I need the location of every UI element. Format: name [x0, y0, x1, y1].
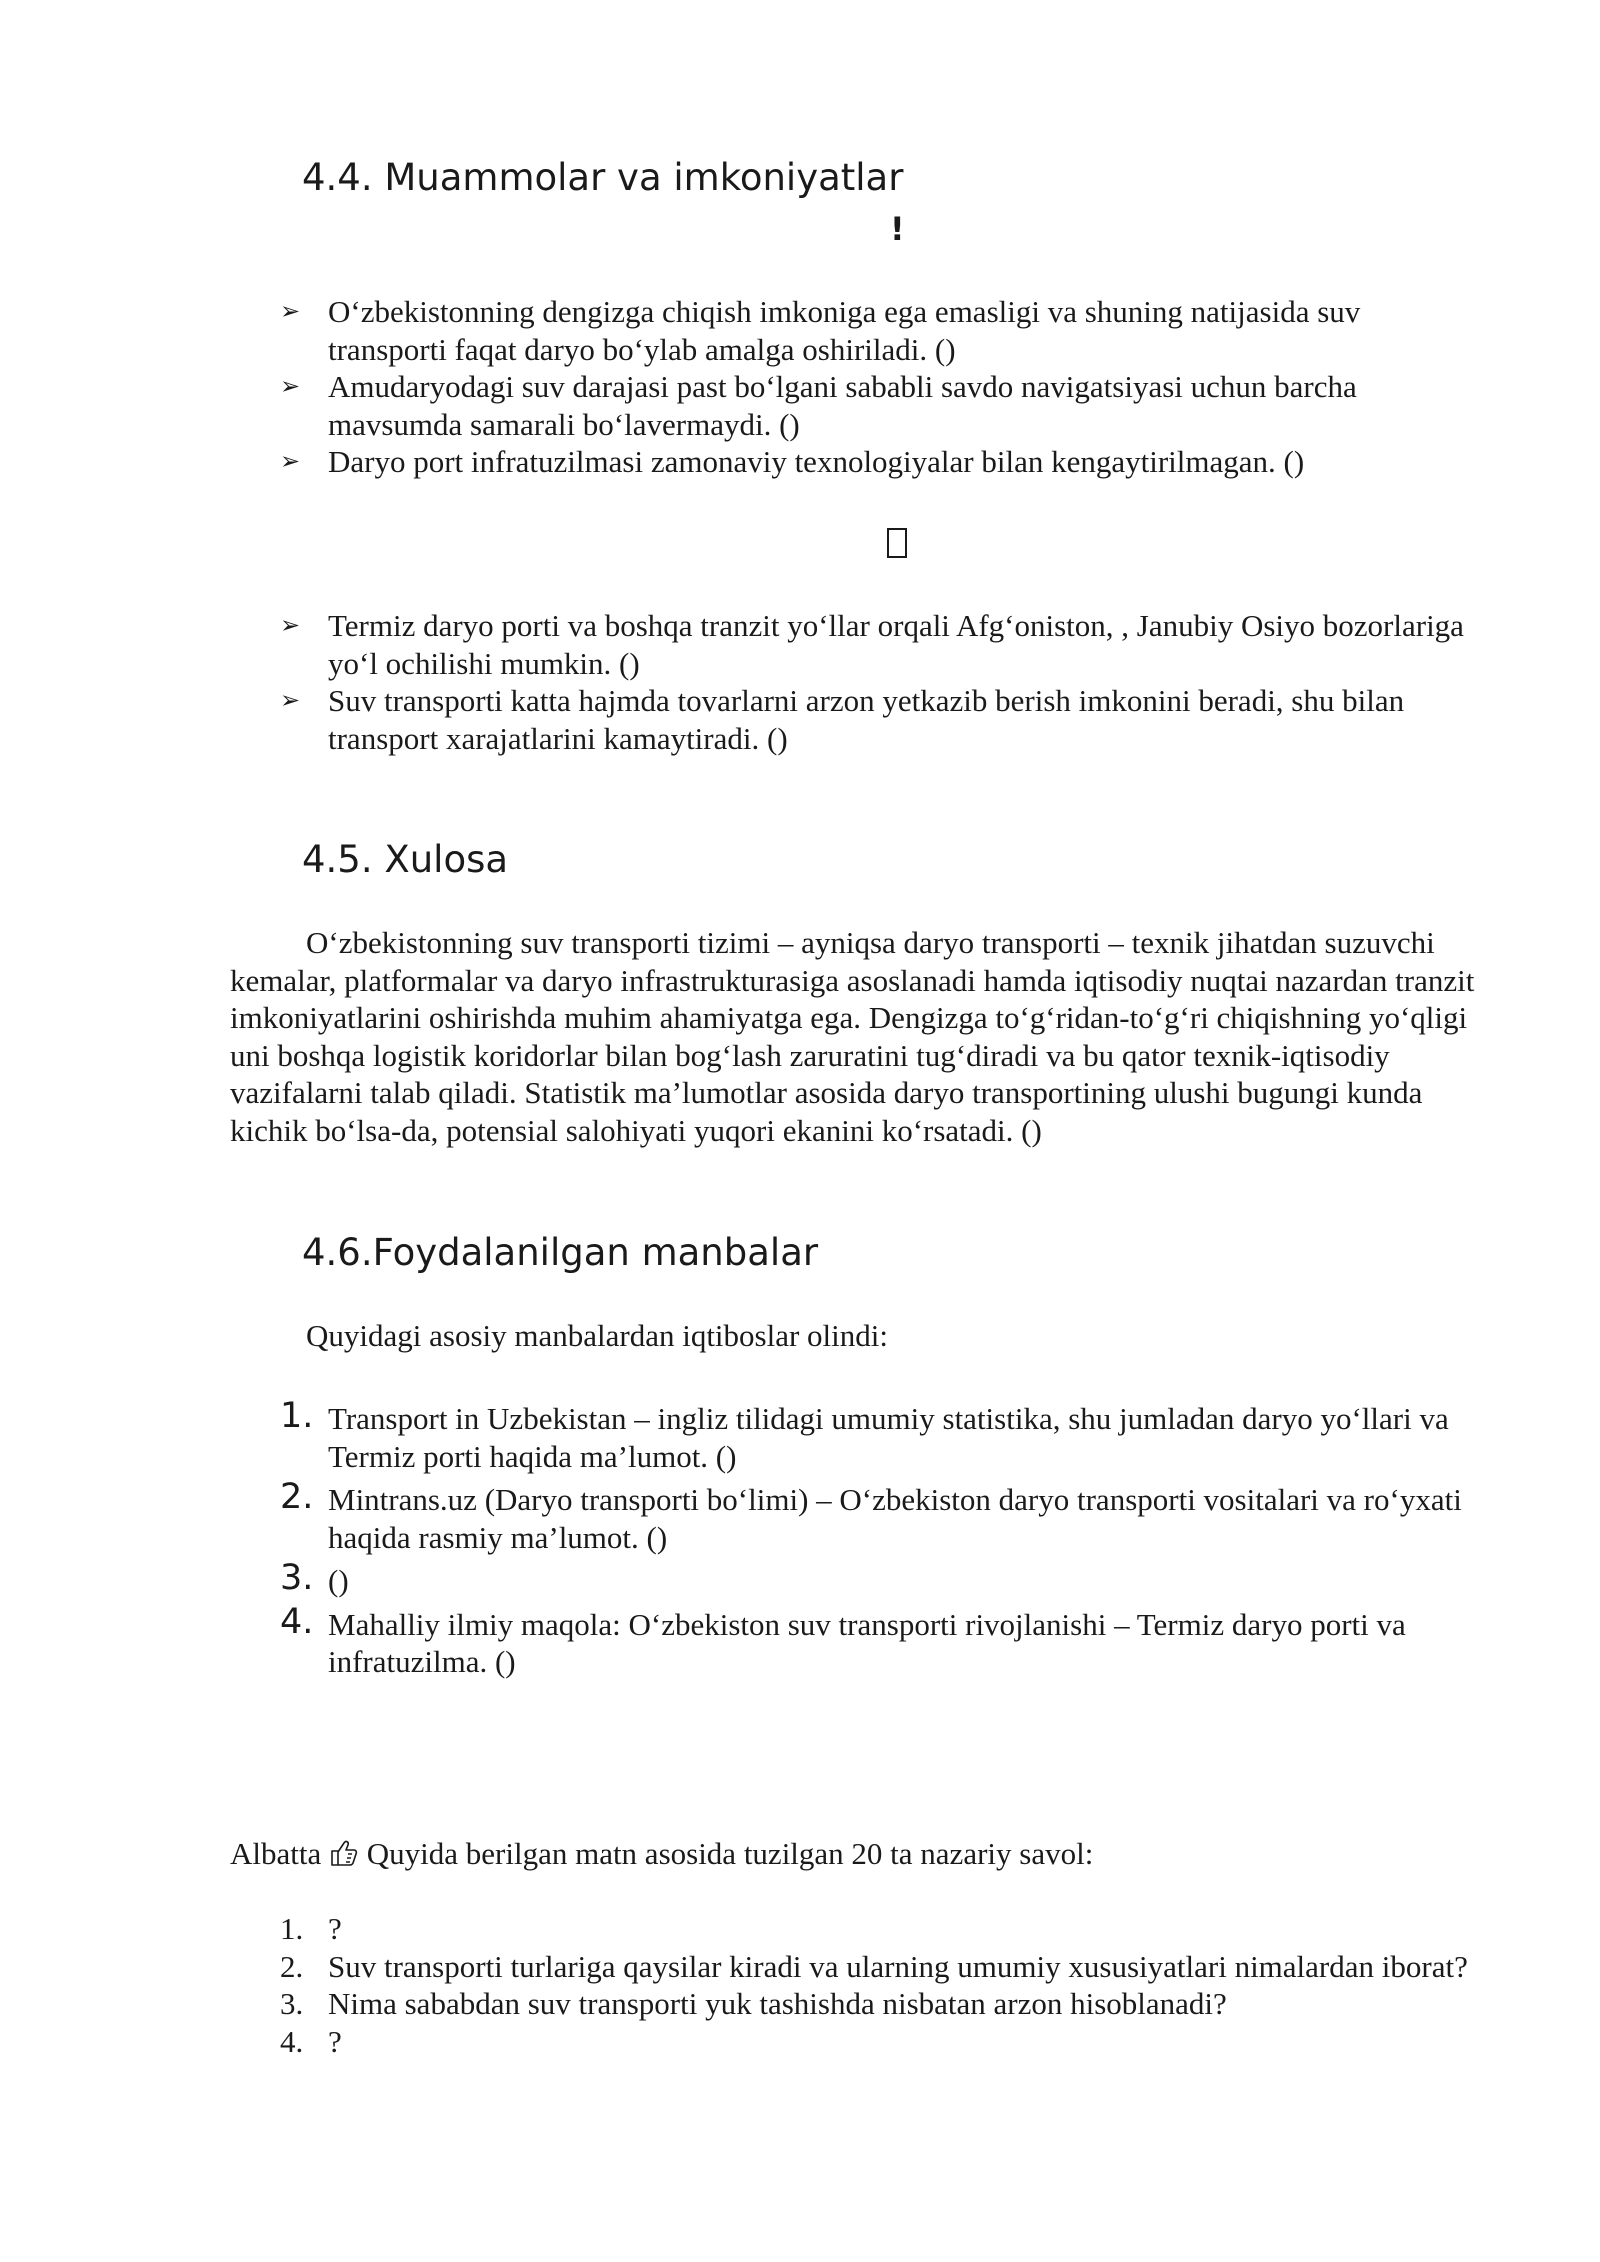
list-item-text: Suv transporti turlariga qaysilar kiradi va ularning umumiy xususiyatlari nimalardan iborat? [328, 1948, 1468, 1984]
list-number: 2. [280, 1948, 304, 1984]
arrowhead-bullet-icon: ➢ [280, 297, 301, 325]
arrowhead-bullet-icon: ➢ [280, 611, 301, 639]
list-item-text: Mintrans.uz (Daryo transporti bo‘limi) – O‘zbekiston daryo transporti vositalari va ro‘yxati haqida rasmiy ma’lumot. () [328, 1482, 1462, 1555]
problems-list [280, 293, 1480, 481]
list-item-text: O‘zbekistonning dengizga chiqish imkoniga ega emasligi va shuning natijasida suv transporti faqat daryo bo‘ylab amalga oshiriladi. () [328, 294, 1361, 367]
list-item-text: Termiz daryo porti va boshqa tranzit yo‘llar orqali Afg‘oniston, , Janubiy Osiyo bozorlariga yo‘l ochilishi mumkin. () [328, 608, 1464, 681]
list-item [280, 2023, 1480, 2061]
section-heading-4-4: 4.4. Muammolar va imkoniyatlar [302, 156, 904, 199]
section-heading-4-5: 4.5. Xulosa [302, 838, 509, 881]
arrowhead-bullet-icon: ➢ [280, 686, 301, 714]
list-item-text: () [328, 1563, 349, 1598]
list-item-text: Nima sababdan suv transporti yuk tashishda nisbatan arzon hisoblanadi? [328, 1986, 1227, 2021]
list-item-text: Mahalliy ilmiy maqola: O‘zbekiston suv transporti rivojlanishi – Termiz daryo porti va infratuzilma. () [328, 1606, 1406, 1679]
list-item [280, 293, 1480, 368]
list-number: 3. [280, 1558, 314, 1598]
section-heading-4-6: 4.6.Foydalanilgan manbalar [302, 1231, 819, 1274]
list-item [280, 1601, 1480, 1681]
conclusion-paragraph: O‘zbekistonning suv transporti tizimi – ayniqsa daryo transporti – texnik jihatdan suzuvchi kemalar, platformalar va daryo infrastrukturasiga asoslanadi hamda iqtisodiy nuqtai nazardan tranzit imkoniyatlarini oshirishda muhim ahamiyatga ega. Dengizga to‘g‘ridan-to‘g‘ri chiqishning yo‘qligi uni boshqa logistik koridorlar bilan bog‘lash zaruratini tug‘diradi va bu qator texnik-iqtisodiy vazifalarni talab qiladi. Statistik ma’lumotlar asosida daryo transportining ulushi bugungi kunda kichik bo‘lsa-da, potensial salohiyati yuqori ekanini ko‘rsatadi. () [230, 925, 1475, 1148]
exclamation-marker: ! [890, 210, 905, 248]
sources-list [280, 1396, 1480, 1681]
list-number: 3. [280, 1986, 304, 2021]
sources-intro: Quyidagi asosiy manbalardan iqtiboslar olindi: [306, 1318, 889, 1353]
missing-glyph-box-icon [887, 528, 907, 558]
list-item [280, 607, 1480, 682]
list-number: 1. [280, 1911, 304, 1946]
list-item-text: Daryo port infratuzilmasi zamonaviy texnologiyalar bilan kengaytirilmagan. () [328, 444, 1305, 479]
list-item [280, 1558, 1480, 1600]
list-item [280, 1396, 1480, 1475]
list-item [280, 1910, 1480, 1948]
list-item-text: Transport in Uzbekistan – ingliz tilidagi umumiy statistika, shu jumladan daryo yo‘llari va Termiz porti haqida ma’lumot. () [328, 1401, 1449, 1474]
list-item [280, 1985, 1480, 2023]
list-item-text: ? [328, 1911, 342, 1946]
opportunities-list [280, 607, 1480, 757]
list-number: 4. [280, 1601, 314, 1642]
list-item-text: Suv transporti katta hajmda tovarlarni arzon yetkazib berish imkonini beradi, shu bilan transport xarajatlarini kamaytiradi. () [328, 683, 1405, 756]
list-number: 2. [280, 1477, 314, 1517]
questions-list [280, 1910, 1480, 2060]
questions-intro-lead: Albatta [230, 1836, 322, 1871]
thumbs-up-icon [329, 1838, 359, 1868]
arrowhead-bullet-icon: ➢ [280, 372, 301, 400]
list-item [280, 1477, 1480, 1556]
list-item [280, 443, 1480, 481]
list-item [280, 682, 1480, 757]
arrowhead-bullet-icon: ➢ [280, 447, 301, 475]
list-number: 4. [280, 2023, 304, 2059]
list-item [280, 368, 1480, 443]
questions-intro-text: Quyida berilgan matn asosida tuzilgan 20 ta nazariy savol: [366, 1836, 1094, 1871]
list-number: 1. [280, 1396, 314, 1436]
list-item [280, 1948, 1480, 1986]
list-item-text: Amudaryodagi suv darajasi past bo‘lgani sababli savdo navigatsiyasi uchun barcha mavsumda samarali bo‘lavermaydi. () [328, 369, 1357, 442]
list-item-text: ? [328, 2023, 342, 2059]
questions-intro [230, 1836, 1093, 1872]
